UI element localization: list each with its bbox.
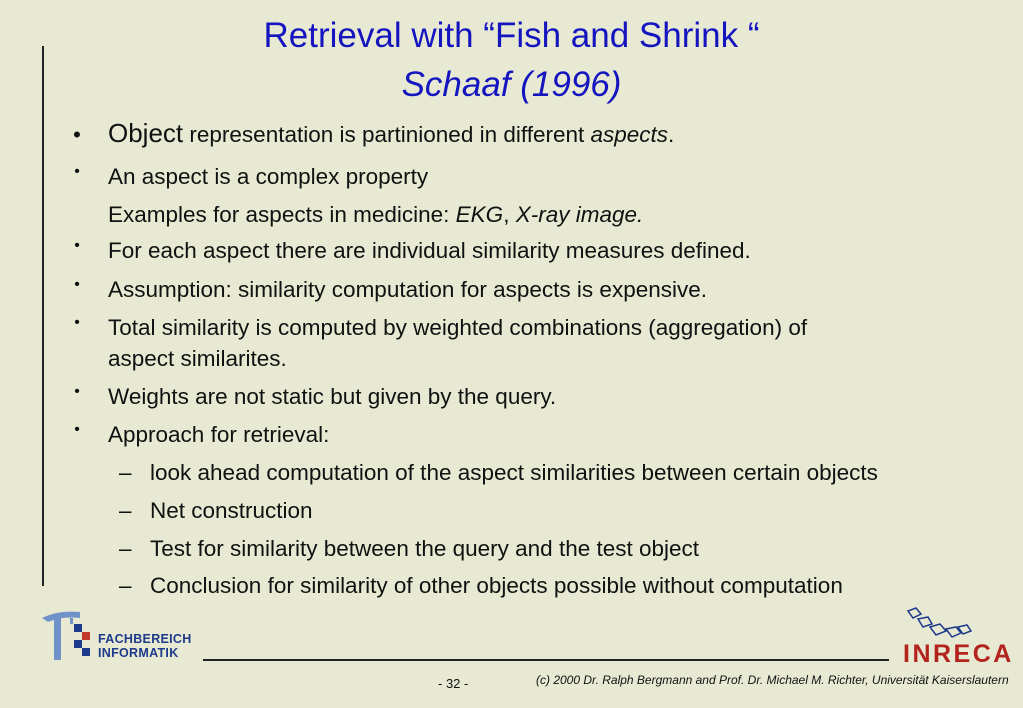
fachbereich-logo-text <box>98 632 192 660</box>
slide-subtitle: Schaaf (1996) <box>401 65 622 104</box>
bullet-marker: • <box>74 314 80 331</box>
slide-title: Retrieval with “Fish and Shrink “ <box>263 16 760 55</box>
page-number: - 32 - <box>438 676 469 691</box>
dash-marker: – <box>119 573 132 598</box>
bullet-aspect-examples <box>108 201 643 228</box>
bullet-aspect-property: An aspect is a complex property <box>108 164 429 189</box>
bullet-total-similarity-line1: Total similarity is computed by weighted combinations (aggregation) of <box>108 315 808 340</box>
sub-bullet-test-similarity: Test for similarity between the query and the test object <box>150 536 700 561</box>
bullet-marker: • <box>74 276 80 293</box>
bullet-marker: • <box>74 421 80 438</box>
logo-left-line1: FACHBEREICH <box>98 632 192 646</box>
bullet-emphasis: aspects <box>590 122 669 147</box>
bullet-assumption: Assumption: similarity computation for aspects is expensive. <box>108 277 707 302</box>
dash-marker: – <box>119 498 132 523</box>
copyright-notice: (c) 2000 Dr. Ralph Bergmann and Prof. Dr. Michael M. Richter, Universität Kaiserslautern <box>536 673 1009 687</box>
bullet-marker: • <box>73 122 81 147</box>
bullet-big-word: Object <box>108 118 184 148</box>
examples-xray: X-ray image. <box>515 202 644 227</box>
bullet-weights: Weights are not static but given by the query. <box>108 384 557 409</box>
bullet-text: representation is partinioned in different <box>183 122 591 147</box>
bullet-approach: Approach for retrieval: <box>108 422 330 447</box>
bullet-end: . <box>668 122 675 147</box>
inreca-logo-text: INRECA <box>903 640 1014 668</box>
bullet-marker: • <box>74 383 80 400</box>
examples-ekg: EKG <box>455 202 504 227</box>
examples-text: Examples for aspects in medicine: <box>108 202 456 227</box>
footer-rule <box>203 659 889 661</box>
dash-marker: – <box>119 536 132 561</box>
bullet-marker: • <box>74 237 80 254</box>
dash-marker: – <box>119 460 132 485</box>
bullet-marker: • <box>74 163 80 180</box>
left-vertical-rule <box>42 46 44 586</box>
sub-bullet-conclusion: Conclusion for similarity of other objects possible without computation <box>150 573 843 598</box>
bullet-similarity-measures: For each aspect there are individual similarity measures defined. <box>108 238 751 263</box>
fachbereich-logo-icon <box>40 610 96 664</box>
logo-left-line2: INFORMATIK <box>98 646 179 660</box>
bullet-object-representation <box>108 120 674 148</box>
examples-sep: , <box>503 202 516 227</box>
sub-bullet-look-ahead: look ahead computation of the aspect similarities between certain objects <box>150 460 878 485</box>
sub-bullet-net-construction: Net construction <box>150 498 313 523</box>
bullet-total-similarity-line2: aspect similarites. <box>108 346 287 371</box>
